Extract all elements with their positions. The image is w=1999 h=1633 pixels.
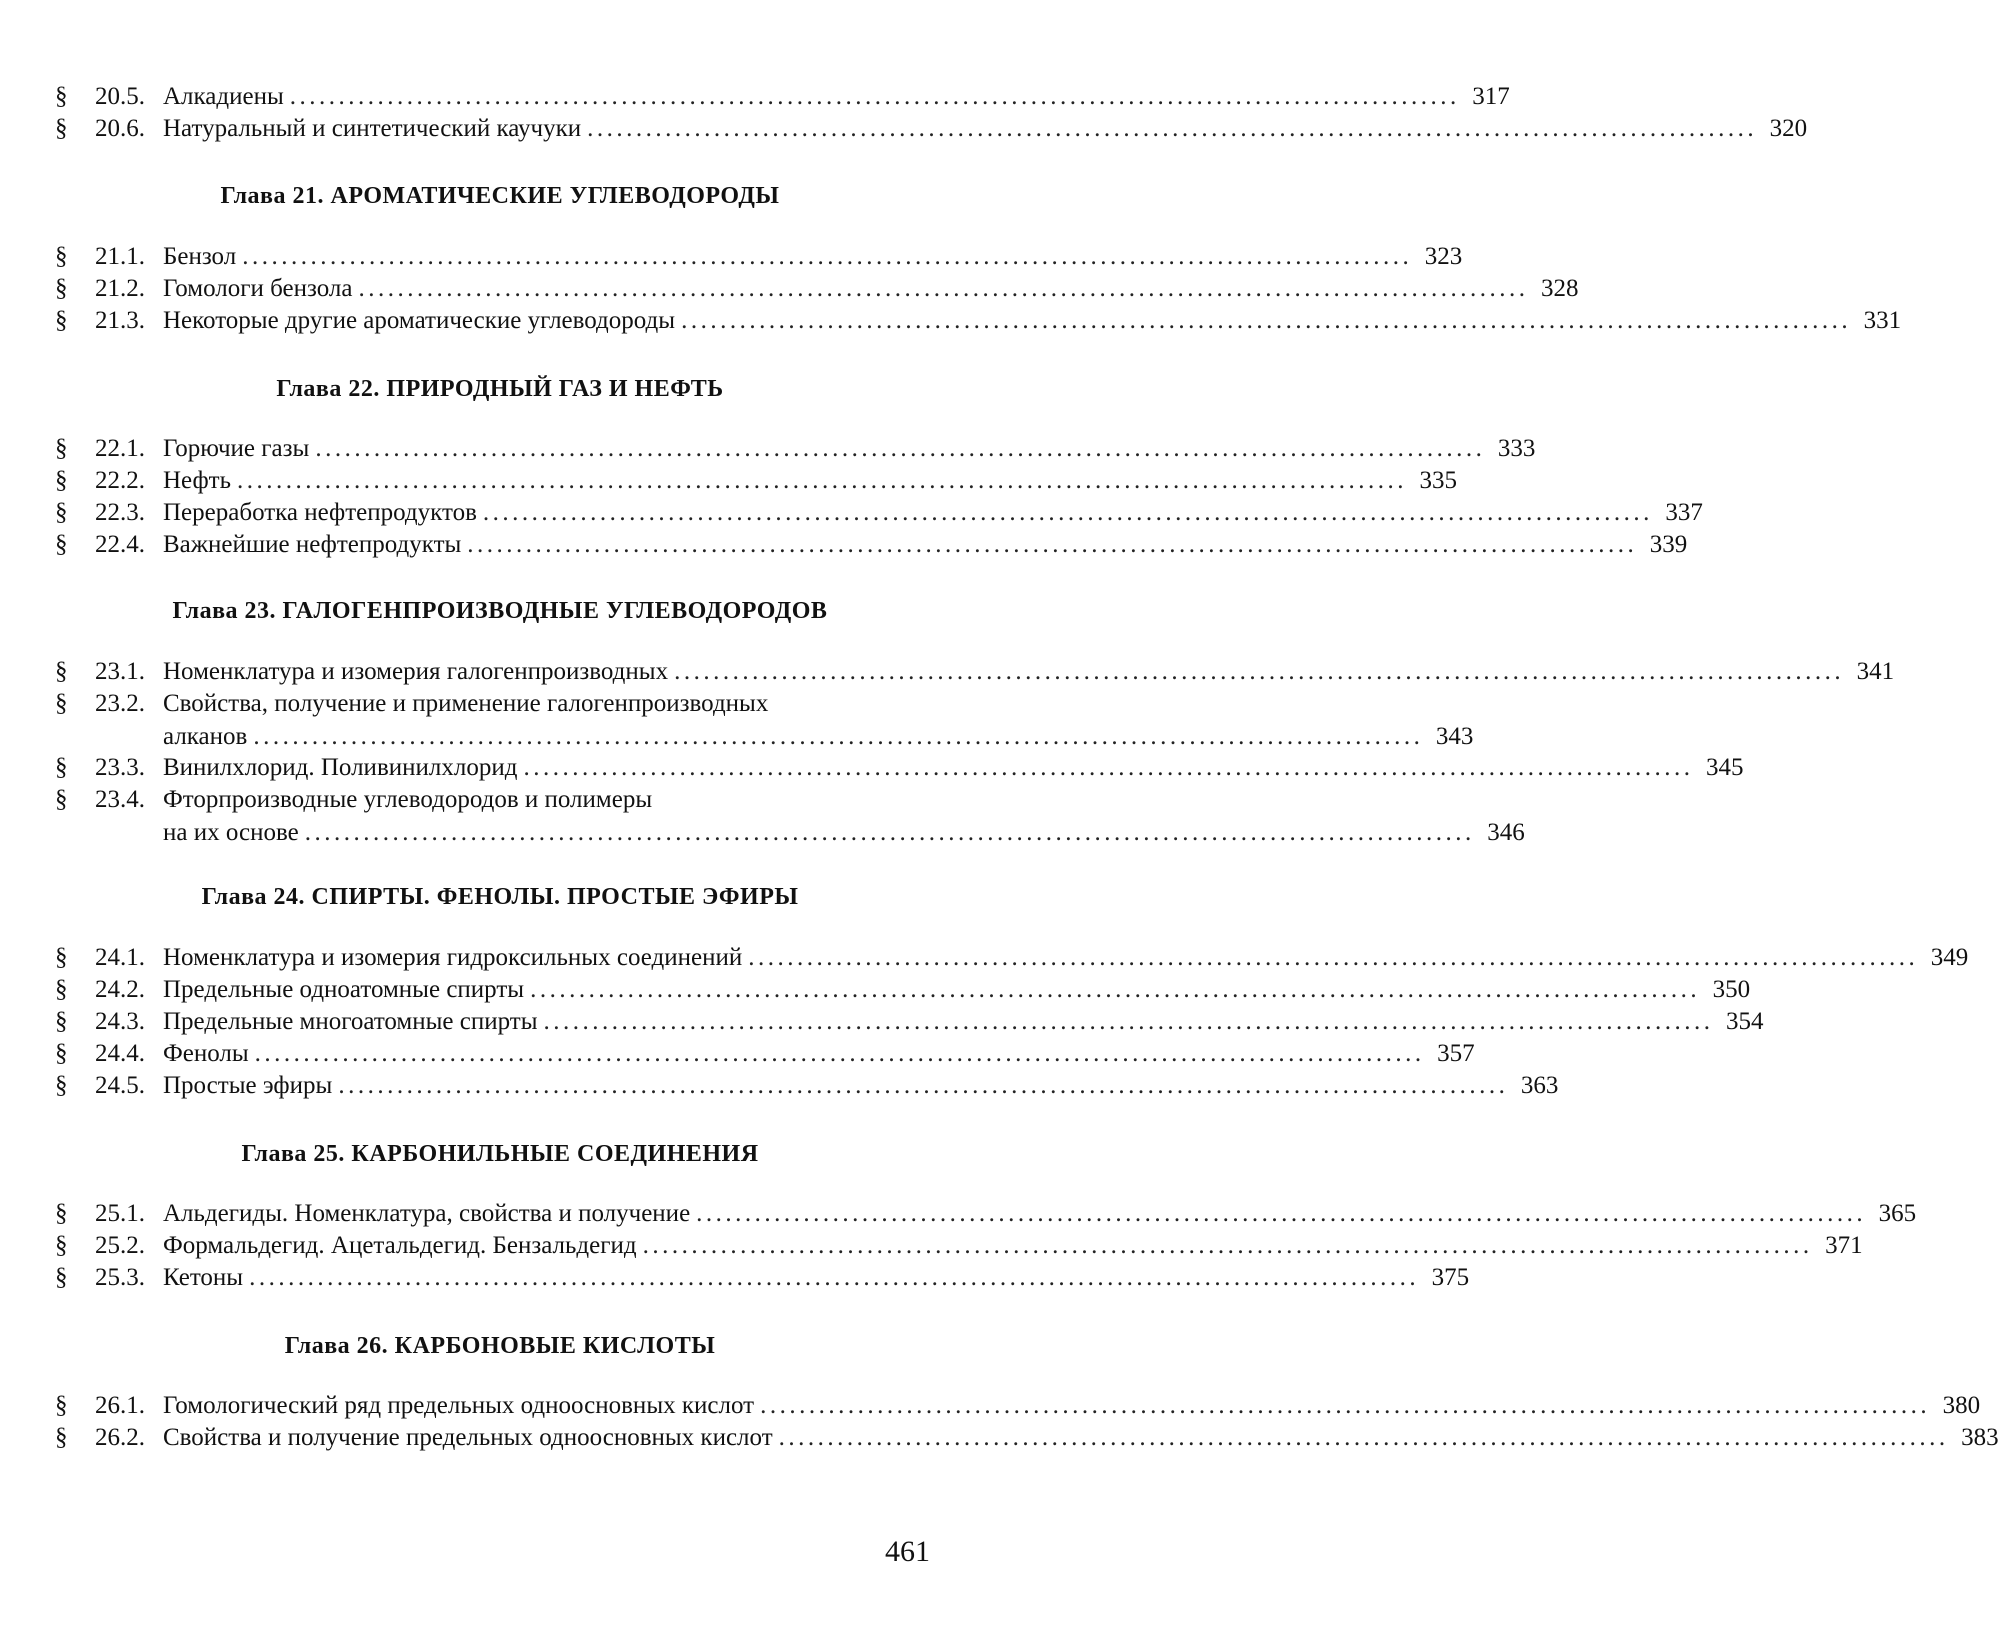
toc-entry-22-2 [50,464,1457,497]
section-title: Кетоны [163,1264,244,1291]
toc-entry-21-3 [50,304,1902,337]
toc-entry-23-3 [50,751,1744,784]
section-sign: § [55,243,68,270]
page-number: 317 [1472,83,1510,110]
section-title: Номенклатура и изомерия галогенпроизводных [163,658,669,685]
section-sign: § [55,499,68,526]
dot-leader: ........................................................................................................................ [523,754,1694,781]
chapter-26-heading: Глава 26. КАРБОНОВЫЕ КИСЛОТЫ [284,1333,716,1359]
toc-entry-24-5 [50,1069,1559,1102]
dot-leader: ........................................................................................................................ [242,243,1413,270]
section-number: 22.3. [95,499,145,526]
section-sign: § [55,690,68,717]
section-title: Фторпроизводные углеводородов и полимеры [163,786,653,813]
dot-leader: ........................................................................................................................ [254,1040,1425,1067]
chapter-21-heading: Глава 21. АРОМАТИЧЕСКИЕ УГЛЕВОДОРОДЫ [220,183,780,209]
page-number: 365 [1878,1200,1917,1227]
section-sign: § [55,435,68,462]
section-title: Винилхлорид. Поливинилхлорид [163,754,518,781]
page-number: 350 [1712,976,1751,1003]
dot-leader: ........................................................................................................................ [587,115,1758,142]
page-number: 341 [1856,658,1895,685]
page-number: 323 [1424,243,1463,270]
section-sign: § [55,1424,68,1451]
section-number: 26.2. [95,1424,145,1451]
dot-leader: ........................................................................................................................ [674,658,1845,685]
dot-leader: ........................................................................................................................ [315,435,1486,462]
toc-entry-22-3 [50,496,1703,529]
section-number: 20.5. [95,83,145,110]
page-folio-number: 461 [885,1535,930,1568]
page-number: 363 [1520,1072,1559,1099]
section-title-continued: алканов [163,723,248,750]
page-number: 357 [1437,1040,1475,1067]
dot-leader: ........................................................................................................................ [760,1392,1931,1419]
section-sign: § [55,83,68,110]
section-number: 22.4. [95,531,145,558]
section-title: Важнейшие нефтепродукты [163,531,462,558]
section-sign: § [55,944,68,971]
page-number: 337 [1665,499,1703,526]
section-number: 23.4. [95,786,145,813]
dot-leader: ........................................................................................................................ [543,1008,1714,1035]
toc-entry-24-3 [50,1005,1764,1038]
toc-entry-25-1 [50,1197,1917,1230]
section-title: Алкадиены [163,83,284,110]
dot-leader: ........................................................................................................................ [304,819,1475,846]
section-number: 22.1. [95,435,145,462]
section-title: Гомологический ряд предельных одноосновных кислот [163,1392,755,1419]
page-number: 349 [1930,944,1969,971]
section-number: 23.3. [95,754,145,781]
toc-entry-20-6 [50,112,1808,145]
toc-entry-26-1 [50,1389,1981,1422]
section-sign: § [55,786,68,813]
dot-leader: ........................................................................................................................ [642,1232,1813,1259]
chapter-23-heading: Глава 23. ГАЛОГЕНПРОИЗВОДНЫЕ УГЛЕВОДОРОДОВ [172,598,828,624]
page-number: 328 [1540,275,1579,302]
section-title: Переработка нефтепродуктов [163,499,477,526]
section-sign: § [55,1008,68,1035]
section-number: 20.6. [95,115,145,142]
section-sign: § [55,1040,68,1067]
page-number: 346 [1487,819,1525,846]
section-sign: § [55,115,68,142]
chapter-25-heading: Глава 25. КАРБОНИЛЬНЫЕ СОЕДИНЕНИЯ [241,1141,759,1167]
page-number: 354 [1726,1008,1764,1035]
section-number: 26.1. [95,1392,145,1419]
dot-leader: ........................................................................................................................ [681,307,1852,334]
dot-leader: ........................................................................................................................ [530,976,1701,1003]
toc-entry-23-2 [50,687,1474,753]
dot-leader: ........................................................................................................................ [778,1424,1949,1451]
section-title: Фенолы [163,1040,249,1067]
dot-leader: ........................................................................................................................ [338,1072,1509,1099]
dot-leader: ........................................................................................................................ [253,723,1424,750]
section-sign: § [55,531,68,558]
toc-entry-25-2 [50,1229,1863,1262]
page-number: 333 [1497,435,1536,462]
section-number: 21.2. [95,275,145,302]
page-number: 335 [1419,467,1457,494]
section-sign: § [55,754,68,781]
section-number: 21.3. [95,307,145,334]
section-number: 24.4. [95,1040,145,1067]
toc-entry-24-2 [50,973,1751,1006]
section-number: 22.2. [95,467,145,494]
section-title: Горючие газы [163,435,310,462]
page-number: 345 [1705,754,1744,781]
section-sign: § [55,307,68,334]
section-number: 23.2. [95,690,145,717]
section-number: 25.1. [95,1200,145,1227]
section-number: 25.2. [95,1232,145,1259]
section-title: Гомологи бензола [163,275,353,302]
section-number: 24.1. [95,944,145,971]
toc-entry-24-1 [50,941,1969,974]
section-title: Некоторые другие ароматические углеводороды [163,307,676,334]
section-number: 24.3. [95,1008,145,1035]
toc-entry-20-5 [50,80,1510,113]
section-title: Нефть [163,467,231,494]
section-sign: § [55,1232,68,1259]
section-number: 25.3. [95,1264,145,1291]
dot-leader: ........................................................................................................................ [236,467,1407,494]
section-sign: § [55,1072,68,1099]
section-number: 21.1. [95,243,145,270]
toc-entry-24-4 [50,1037,1475,1070]
toc-entry-21-2 [50,272,1579,305]
dot-leader: ........................................................................................................................ [358,275,1529,302]
section-sign: § [55,1392,68,1419]
dot-leader: ........................................................................................................................ [289,83,1460,110]
section-sign: § [55,658,68,685]
page-number: 343 [1435,723,1474,750]
page-number: 320 [1769,115,1808,142]
chapter-22-heading: Глава 22. ПРИРОДНЫЙ ГАЗ И НЕФТЬ [276,376,724,402]
page-number: 339 [1649,531,1688,558]
section-title-continued: на их основе [163,819,299,846]
section-title: Предельные многоатомные спирты [163,1008,538,1035]
dot-leader: ........................................................................................................................ [696,1200,1867,1227]
section-sign: § [55,976,68,1003]
page-number: 380 [1942,1392,1981,1419]
section-title: Предельные одноатомные спирты [163,976,525,1003]
page-number: 383 [1961,1424,1999,1451]
section-title: Номенклатура и изомерия гидроксильных соединений [163,944,743,971]
toc-entry-21-1 [50,240,1463,273]
section-title: Натуральный и синтетический каучуки [163,115,582,142]
section-number: 24.2. [95,976,145,1003]
dot-leader: ........................................................................................................................ [482,499,1653,526]
toc-entry-22-1 [50,432,1536,465]
dot-leader: ........................................................................................................................ [748,944,1919,971]
section-number: 23.1. [95,658,145,685]
dot-leader: ........................................................................................................................ [467,531,1638,558]
section-sign: § [55,275,68,302]
section-number: 24.5. [95,1072,145,1099]
section-title: Свойства и получение предельных одноосновных кислот [163,1424,773,1451]
section-title: Свойства, получение и применение галогенпроизводных [163,690,769,717]
section-title: Альдегиды. Номенклатура, свойства и получение [163,1200,691,1227]
section-sign: § [55,1264,68,1291]
section-title: Простые эфиры [163,1072,333,1099]
page-number: 375 [1431,1264,1470,1291]
toc-entry-23-4 [50,783,1525,849]
section-title: Бензол [163,243,237,270]
toc-entry-25-3 [50,1261,1470,1294]
dot-leader: ........................................................................................................................ [249,1264,1420,1291]
page-number: 331 [1863,307,1902,334]
toc-entry-22-4 [50,528,1688,561]
section-title: Формальдегид. Ацетальдегид. Бензальдегид [163,1232,637,1259]
section-sign: § [55,467,68,494]
toc-entry-23-1 [50,655,1895,688]
chapter-24-heading: Глава 24. СПИРТЫ. ФЕНОЛЫ. ПРОСТЫЕ ЭФИРЫ [201,884,799,910]
section-sign: § [55,1200,68,1227]
page-number: 371 [1825,1232,1863,1259]
toc-entry-26-2 [50,1421,1999,1454]
